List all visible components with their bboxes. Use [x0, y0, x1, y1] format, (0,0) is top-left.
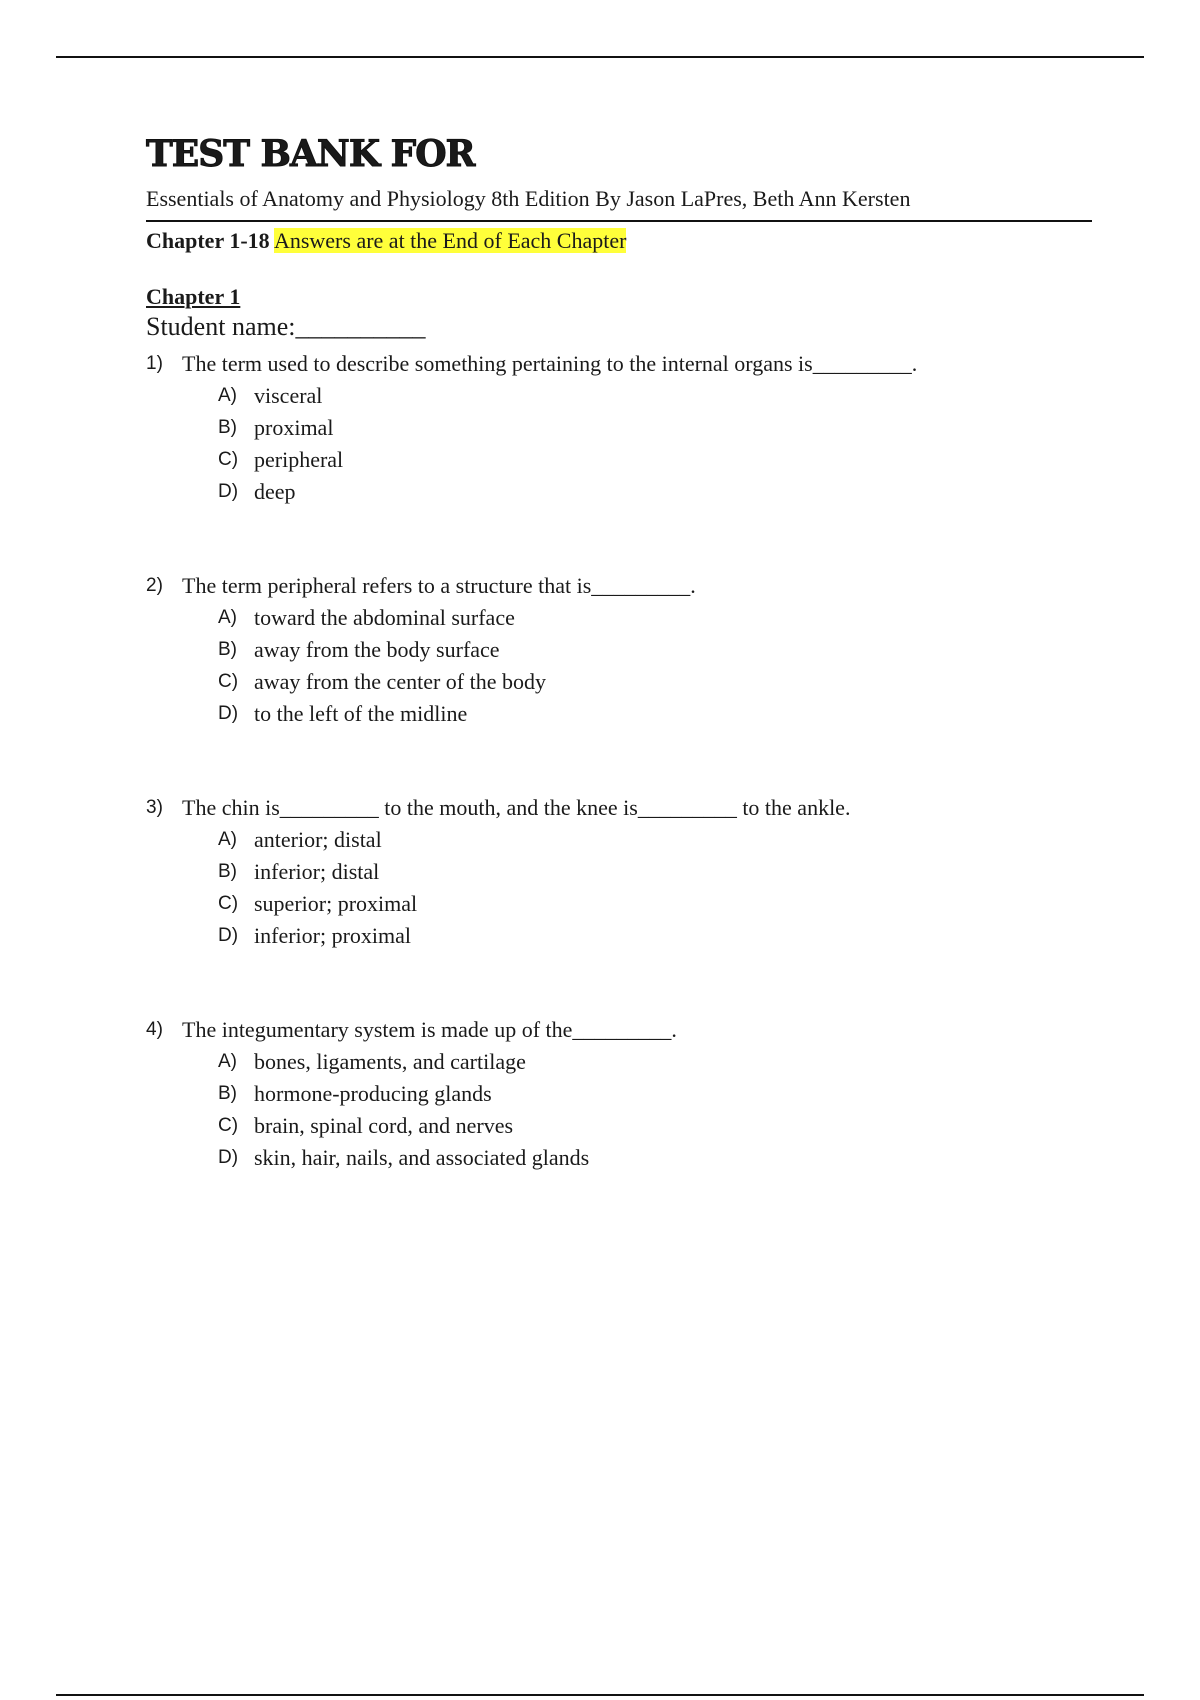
option-text: inferior; proximal — [254, 923, 412, 948]
document-title: TEST BANK FOR — [146, 133, 475, 175]
option-text: anterior; distal — [254, 827, 382, 852]
option-letter: C) — [218, 893, 239, 914]
answer-option — [218, 444, 1096, 476]
question — [146, 1014, 1096, 1174]
option-letter: D) — [218, 925, 239, 946]
answer-option — [218, 1078, 1096, 1110]
option-letter: C) — [218, 671, 239, 692]
option-text: deep — [254, 479, 296, 504]
answer-options — [218, 1046, 1096, 1174]
answer-option — [218, 1142, 1096, 1174]
option-text: to the left of the midline — [254, 701, 468, 726]
question-text: The chin is_________ to the mouth, and the knee is_________ to the ankle. — [182, 795, 851, 820]
answer-option — [218, 476, 1096, 508]
answer-option — [218, 1110, 1096, 1142]
option-text: proximal — [254, 415, 334, 440]
book-subtitle: Essentials of Anatomy and Physiology 8th Edition By Jason LaPres, Beth Ann Kersten — [146, 186, 1092, 222]
document-page — [146, 130, 1096, 1174]
question-number: 1) — [146, 353, 163, 374]
chapter-range: Chapter 1-18 — [146, 228, 270, 253]
option-letter: A) — [218, 607, 237, 628]
option-text: away from the center of the body — [254, 669, 546, 694]
answer-options — [218, 824, 1096, 952]
option-text: peripheral — [254, 447, 344, 472]
bottom-rule — [56, 1694, 1144, 1696]
answer-option — [218, 1046, 1096, 1078]
option-letter: B) — [218, 639, 237, 660]
answer-option — [218, 856, 1096, 888]
answer-option — [218, 634, 1096, 666]
question-stem — [146, 570, 1096, 602]
question-text: The integumentary system is made up of the_________. — [182, 1017, 677, 1042]
option-letter: B) — [218, 861, 237, 882]
question-text: The term peripheral refers to a structure that is_________. — [182, 573, 696, 598]
question-stem — [146, 348, 1096, 380]
option-text: brain, spinal cord, and nerves — [254, 1113, 514, 1138]
option-letter: D) — [218, 481, 239, 502]
option-letter: D) — [218, 1147, 239, 1168]
question-stem — [146, 792, 1096, 824]
answer-option — [218, 412, 1096, 444]
question-number: 2) — [146, 575, 163, 596]
answer-option — [218, 920, 1096, 952]
option-text: bones, ligaments, and cartilage — [254, 1049, 526, 1074]
question-number: 4) — [146, 1019, 163, 1040]
option-letter: B) — [218, 1083, 237, 1104]
question-stem — [146, 1014, 1096, 1046]
option-text: inferior; distal — [254, 859, 380, 884]
answers-note-highlight: Answers are at the End of Each Chapter — [273, 228, 627, 253]
chapter-range-line — [146, 228, 1096, 254]
option-letter: D) — [218, 703, 239, 724]
option-letter: A) — [218, 829, 237, 850]
answer-options — [218, 602, 1096, 730]
question-number: 3) — [146, 797, 163, 818]
option-letter: C) — [218, 1115, 239, 1136]
option-text: toward the abdominal surface — [254, 605, 515, 630]
answer-option — [218, 824, 1096, 856]
answer-option — [218, 698, 1096, 730]
answer-options — [218, 380, 1096, 508]
option-text: skin, hair, nails, and associated glands — [254, 1145, 590, 1170]
option-text: superior; proximal — [254, 891, 418, 916]
option-letter: A) — [218, 1051, 237, 1072]
top-rule — [56, 56, 1144, 58]
answer-option — [218, 380, 1096, 412]
option-text: hormone-producing glands — [254, 1081, 492, 1106]
question-text: The term used to describe something pertaining to the internal organs is_________. — [182, 351, 918, 376]
chapter-heading: Chapter 1 — [146, 284, 241, 309]
option-letter: B) — [218, 417, 237, 438]
option-letter: C) — [218, 449, 239, 470]
student-name-field: Student name:__________ — [146, 312, 426, 341]
answer-option — [218, 602, 1096, 634]
answer-option — [218, 888, 1096, 920]
answer-option — [218, 666, 1096, 698]
option-letter: A) — [218, 385, 237, 406]
question — [146, 570, 1096, 730]
question — [146, 348, 1096, 508]
option-text: away from the body surface — [254, 637, 500, 662]
question — [146, 792, 1096, 952]
option-text: visceral — [254, 383, 323, 408]
question-list — [146, 348, 1096, 1174]
